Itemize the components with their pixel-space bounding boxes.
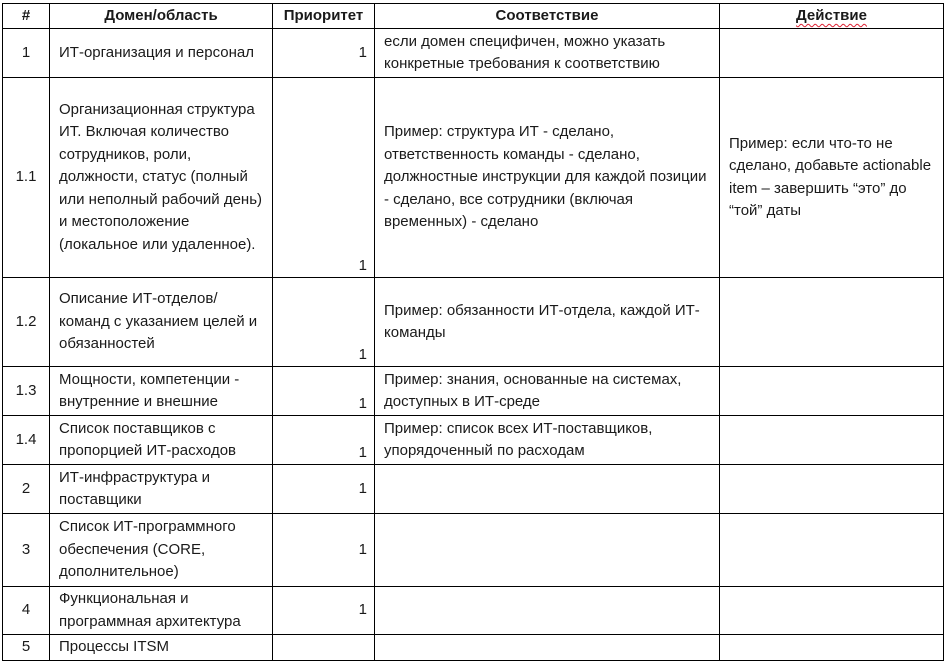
row-domain: Функциональная и программная архитектура [50, 587, 273, 635]
row-action [720, 514, 944, 587]
row-compliance: Пример: обязанности ИТ-отдела, каждой ИТ-команды [375, 278, 720, 367]
row-domain: ИТ-инфраструктура и поставщики [50, 465, 273, 514]
row-priority: 1 [273, 587, 375, 635]
header-action [720, 4, 944, 29]
row-action [720, 416, 944, 465]
table-row [3, 587, 944, 635]
row-priority: 1 [273, 514, 375, 587]
row-num: 1.2 [3, 278, 50, 367]
row-num: 5 [3, 635, 50, 661]
header-domain: Домен/область [50, 4, 273, 29]
row-action [720, 278, 944, 367]
row-compliance: если домен специфичен, можно указать конкретные требования к соответствию [375, 29, 720, 78]
row-action [720, 465, 944, 514]
row-priority: 1 [273, 367, 375, 416]
row-priority: 1 [273, 29, 375, 78]
row-num: 1.1 [3, 78, 50, 278]
row-num: 1 [3, 29, 50, 78]
row-domain: Мощности, компетенции - внутренние и внешние [50, 367, 273, 416]
row-compliance [375, 514, 720, 587]
row-num: 1.3 [3, 367, 50, 416]
row-action [720, 635, 944, 661]
row-domain: Организационная структура ИТ. Включая количество сотрудников, роли, должности, статус (полный или неполный рабочий день) и местоположение (локальное или удаленное). [50, 78, 273, 278]
table-row [3, 278, 944, 367]
row-priority [273, 635, 375, 661]
header-action-label: Действие [796, 6, 867, 24]
row-num: 1.4 [3, 416, 50, 465]
table-row [3, 78, 944, 278]
row-num: 3 [3, 514, 50, 587]
row-action: Пример: если что-то не сделано, добавьте actionable item – завершить “это” до “той” даты [720, 78, 944, 278]
row-priority: 1 [273, 465, 375, 514]
row-compliance: Пример: список всех ИТ-поставщиков, упорядоченный по расходам [375, 416, 720, 465]
table-row [3, 465, 944, 514]
row-action [720, 367, 944, 416]
table-row [3, 416, 944, 465]
row-compliance [375, 465, 720, 514]
row-action [720, 29, 944, 78]
row-domain: Список поставщиков с пропорцией ИТ-расходов [50, 416, 273, 465]
row-compliance [375, 587, 720, 635]
row-priority: 1 [273, 278, 375, 367]
row-priority: 1 [273, 78, 375, 278]
row-compliance: Пример: структура ИТ - сделано, ответственность команды - сделано, должностные инструкции для каждой позиции - сделано, все сотрудники (включая временных) - сделано [375, 78, 720, 278]
row-num: 4 [3, 587, 50, 635]
row-domain: Описание ИТ-отделов/команд с указанием целей и обязанностей [50, 278, 273, 367]
header-compliance: Соответствие [375, 4, 720, 29]
header-row [3, 4, 944, 29]
header-priority: Приоритет [273, 4, 375, 29]
table-row [3, 367, 944, 416]
row-compliance [375, 635, 720, 661]
row-domain: Список ИТ-программного обеспечения (CORE, дополнительное) [50, 514, 273, 587]
row-domain: Процессы ITSM [50, 635, 273, 661]
requirements-table [2, 3, 944, 661]
row-action [720, 587, 944, 635]
row-num: 2 [3, 465, 50, 514]
table-row [3, 635, 944, 661]
table-row [3, 29, 944, 78]
row-domain: ИТ-организация и персонал [50, 29, 273, 78]
row-priority: 1 [273, 416, 375, 465]
header-num: # [3, 4, 50, 29]
table-row [3, 514, 944, 587]
row-compliance: Пример: знания, основанные на системах, доступных в ИТ-среде [375, 367, 720, 416]
